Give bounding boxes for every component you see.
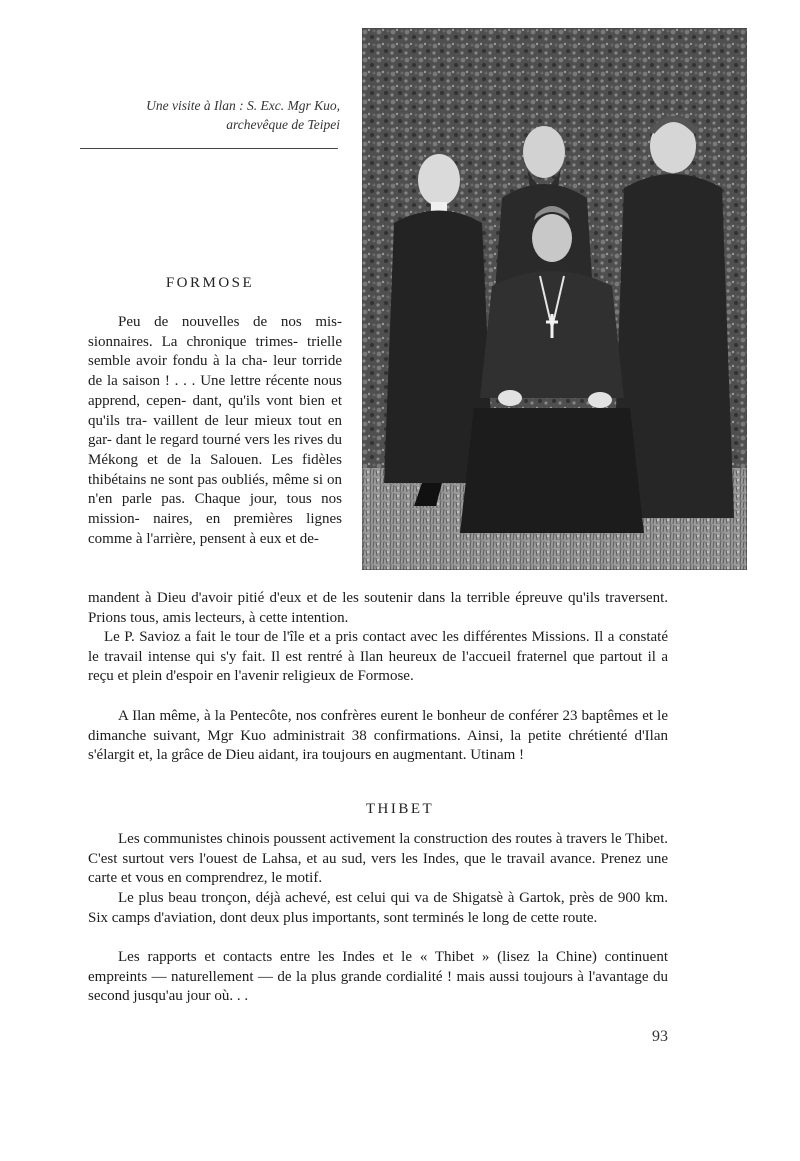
heading-thibet: THIBET xyxy=(365,801,435,817)
thibet-paragraph-1: Les communistes chinois poussent activement la construction des routes à travers le Thibet. C'est surtout vers l'ouest de Lahsa, et au sud, vers les Indes, que le travail avance. Prenez une carte et vous en comprendrez, le motif. xyxy=(88,831,669,887)
formose-paragraph-2: Le P. Savioz a fait le tour de l'île et a pris contact avec les différentes Missions. Il a constaté le travail intense qui s'y fait. Il est rentré à Ilan heureux de l'accueil fraternel que partout il a reçu et plein d'espoir en l'avenir religieux de Formose. xyxy=(88,629,668,685)
formose-paragraph-1-column: Peu de nouvelles de nos mis- sionnaires. La chronique trimes- trielle semble avoir fondu à la cha- leur torride de la saison ! . . . Une lettre récente nous apprend, cepen- dant, qu'ils vont bien et qu'ils tra- vaillent de leur mieux tout en gar- dant le regard tourné vers les rives du Mékong et de la Salouen. Les fidèles thibétains ne sont pas oubliés, même si on n'en parle pas. Chaque jour, tous nos mission- naires, en premières lignes comme à l'arrière, pensent à eux et de- xyxy=(88,314,343,547)
thibet-paragraph-2: Le plus beau tronçon, déjà achevé, est celui qui va de Shigatsè à Gartok, près de 900 km. Six camps d'aviation, dont deux plus importants, sont terminés le long de cette route. xyxy=(88,890,668,926)
caption-line-1: Une visite à Ilan : S. Exc. Mgr Kuo, xyxy=(146,98,340,113)
caption-line-2: archevêque de Teipei xyxy=(226,117,340,132)
page-number: 93 xyxy=(652,1028,668,1045)
photo-caption xyxy=(80,96,340,134)
formose-paragraph-3: A Ilan même, à la Pentecôte, nos confrères eurent le bonheur de conférer 23 baptêmes et le dimanche suivant, Mgr Kuo administrait 38 confirmations. Ainsi, la petite chrétienté d'Ilan s'élargit et, la grâce de Dieu aidant, ira toujours en augmentant. Utinam ! xyxy=(88,708,668,764)
formose-paragraph-1-continuation: mandent à Dieu d'avoir pitié d'eux et de les soutenir dans la terrible épreuve qu'ils traversent. Prions tous, amis lecteurs, à cette intention. xyxy=(88,590,668,626)
heading-formose: FORMOSE xyxy=(165,275,255,291)
caption-divider xyxy=(80,148,338,149)
photo-four-clergymen xyxy=(362,28,747,570)
thibet-paragraph-3: Les rapports et contacts entre les Indes et le « Thibet » (lisez la Chine) continuent empreints — naturellement — de la plus grande cordialité ! mais aussi toujours à l'avantage du second jusqu'au jour où. . . xyxy=(88,949,668,1005)
